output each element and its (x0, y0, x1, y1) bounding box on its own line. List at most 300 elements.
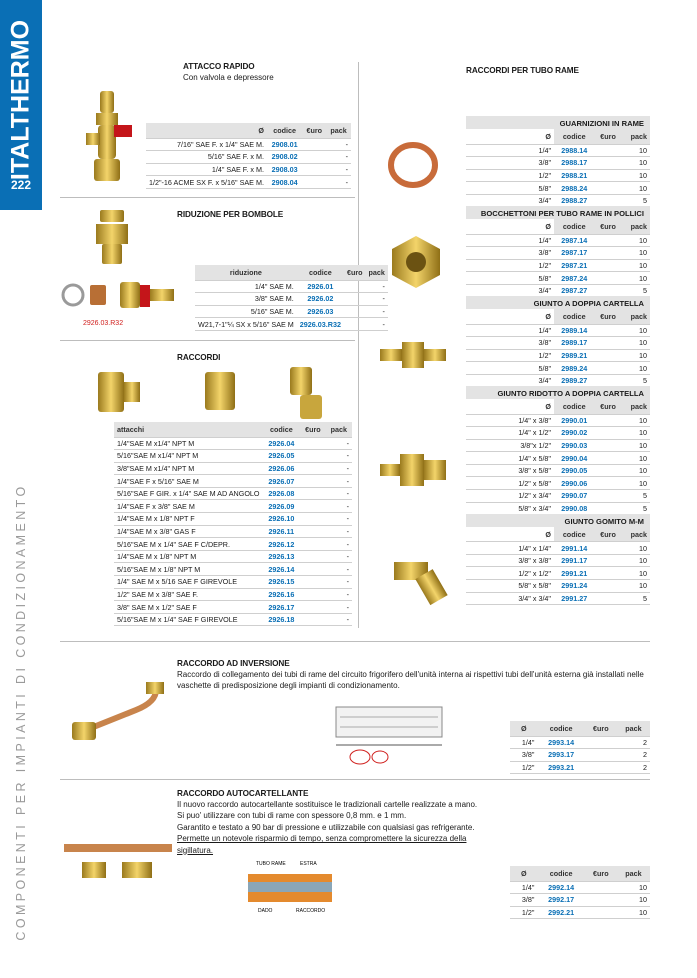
wall-unit-diagram (334, 705, 444, 769)
row-diameter: 1/2" (466, 349, 554, 362)
row-price (594, 182, 621, 195)
row-description: W21,7-1"¼ SX x 5/16" SAE M (195, 318, 297, 331)
row-pack: - (326, 500, 352, 513)
column-header: codice (554, 129, 594, 144)
row-code: 2926.08 (263, 487, 301, 500)
row-price (594, 477, 621, 490)
row-pack: - (326, 538, 352, 551)
table-row (510, 761, 650, 774)
row-description: 3/8" (510, 894, 537, 907)
row-diameter: 1/2" x 1/2" (466, 567, 554, 580)
row-code: 2987.24 (554, 272, 594, 285)
table-row (114, 487, 352, 500)
row-description: 1/4"SAE M x1/4" NPT M (114, 437, 263, 450)
row-pack: 10 (622, 439, 650, 452)
row-price (594, 452, 621, 465)
table-row (466, 477, 650, 490)
group-title: GIUNTO A DOPPIA CARTELLA (466, 296, 650, 311)
row-code: 2990.04 (554, 452, 594, 465)
fittings-image (90, 362, 340, 422)
row-pack: 10 (622, 362, 650, 375)
row-code: 2993.14 (537, 736, 584, 749)
row-description: 5/16"SAE M x 1/8" NPT M (114, 563, 263, 576)
row-description: 5/16" SAE M. (195, 305, 297, 318)
table-row (466, 427, 650, 440)
row-code: 2926.12 (263, 538, 301, 551)
row-price (585, 749, 617, 762)
row-pack: 10 (617, 881, 650, 894)
row-price (585, 906, 617, 919)
row-code: 2926.04 (263, 437, 301, 450)
row-price (594, 234, 621, 247)
row-diameter: 3/4" (466, 194, 554, 207)
table-row (466, 234, 650, 247)
row-code: 2926.03 (297, 305, 344, 318)
table-row (146, 138, 351, 151)
row-pack: - (326, 138, 351, 151)
attacco-table: Ø codice €uro pack 7/16" SAE F. x 1/4" SAE M. 2908.01 - 5/16" SAE F. x M. 2908.02 - 1/4" SAE F. x M. 2908.03 - 1/2"-16 ACME SX F. x 5/16" SAE M. 2908.04 - (146, 123, 351, 189)
table-row (466, 259, 650, 272)
row-description: 3/8" SAE M x 1/2" SAE F (114, 601, 263, 614)
row-diameter: 1/2" (466, 259, 554, 272)
row-diameter: 1/4" (466, 144, 554, 157)
row-price (594, 337, 621, 350)
row-price (300, 487, 325, 500)
row-price (585, 881, 617, 894)
table-row (466, 272, 650, 285)
row-price (344, 305, 366, 318)
table-row (466, 580, 650, 593)
row-code: 2992.14 (537, 881, 584, 894)
table-row (466, 337, 650, 350)
page-number: 222 (10, 178, 32, 192)
table-row (466, 439, 650, 452)
row-pack: 10 (622, 234, 650, 247)
column-header: codice (554, 527, 594, 542)
section-divider (60, 641, 650, 642)
row-pack: 10 (622, 452, 650, 465)
column-header: pack (622, 527, 650, 542)
row-code: 2992.21 (537, 906, 584, 919)
row-description: 5/16"SAE M x 1/4" SAE F C/DEPR. (114, 538, 263, 551)
row-pack: 10 (622, 324, 650, 337)
row-code: 2990.07 (554, 490, 594, 503)
row-code: 2926.10 (263, 513, 301, 526)
row-code: 2988.17 (554, 157, 594, 170)
row-code: 2926.16 (263, 588, 301, 601)
section-title-attacco: ATTACCO RAPIDO (183, 62, 255, 71)
row-code: 2990.05 (554, 464, 594, 477)
row-code: 2989.21 (554, 349, 594, 362)
row-code: 2993.21 (537, 761, 584, 774)
group-title: GUARNIZIONI IN RAME (466, 116, 650, 131)
row-price (594, 362, 621, 375)
row-price (300, 563, 325, 576)
row-pack: - (366, 293, 388, 306)
section-title-raccordi: RACCORDI (177, 353, 221, 362)
row-description: 1/4"SAE M x 1/8" NPT M (114, 550, 263, 563)
row-pack: - (326, 450, 352, 463)
table-row (466, 247, 650, 260)
row-price (594, 169, 621, 182)
column-header: Ø (466, 309, 554, 324)
row-pack: 5 (622, 502, 650, 515)
table-row (466, 592, 650, 605)
table-row (146, 176, 351, 189)
row-code: 2989.27 (554, 374, 594, 387)
row-price (594, 324, 621, 337)
row-price (594, 542, 621, 555)
table-row (114, 513, 352, 526)
table-row (466, 464, 650, 477)
table-row (114, 437, 352, 450)
row-description: 3/8"SAE M x1/4" NPT M (114, 462, 263, 475)
table-row (510, 736, 650, 749)
section-title-riduzione: RIDUZIONE PER BOMBOLE (177, 210, 284, 219)
row-code: 2987.17 (554, 247, 594, 260)
row-code: 2991.14 (554, 542, 594, 555)
row-pack: - (326, 176, 351, 189)
row-pack: 2 (617, 736, 650, 749)
row-diameter: 3/4" (466, 284, 554, 297)
row-description: 5/16" SAE F. x M. (146, 151, 267, 164)
column-header: €uro (594, 129, 621, 144)
row-diameter: 3/8"x 1/2" (466, 439, 554, 452)
table-row (466, 542, 650, 555)
row-code: 2926.17 (263, 601, 301, 614)
row-pack: 10 (622, 427, 650, 440)
row-price (302, 151, 326, 164)
column-header: pack (622, 399, 650, 414)
row-diameter: 1/4" x 5/8" (466, 452, 554, 465)
row-description: 1/4" (510, 881, 537, 894)
row-pack: - (326, 525, 352, 538)
section-divider (60, 779, 650, 780)
table-row (466, 169, 650, 182)
row-pack: 10 (622, 567, 650, 580)
row-diameter: 1/4" x 1/2" (466, 427, 554, 440)
section-title-rame: RACCORDI PER TUBO RAME (466, 66, 579, 75)
table-row (114, 462, 352, 475)
row-code: 2908.01 (267, 138, 302, 151)
row-description: 1/4" SAE M x 5/16 SAE F GIREVOLE (114, 576, 263, 589)
row-pack: 10 (622, 554, 650, 567)
table-row (114, 500, 352, 513)
row-code: 2926.11 (263, 525, 301, 538)
row-code: 2908.04 (267, 176, 302, 189)
row-diameter: 3/8" x 5/8" (466, 464, 554, 477)
row-diameter: 5/8" x 3/4" (466, 502, 554, 515)
raccordi-table: attacchi codice €uro pack 1/4"SAE M x1/4" NPT M 2926.04 - 5/16"SAE M x1/4" NPT M 2926.05 - 3/8"SAE M x1/4" NPT M 2926.06 - 1/4"SAE F x 5/16" SAE M 2926.07 - 5/16"SAE F GIR. x 1/4" SAE M AD ANGOLO 2926.08 - 1/4"SAE F x 3/8" SAE M 2926.09 - 1/4"SAE M x 1/8" NPT F 2926.10 - 1/4"SAE M x 3/8" GAS F 2926.11 - 5/16"SAE M x 1/4" SAE F C/DEPR. 2926.12 - 1/4"SAE M x 1/8" NPT M 2926.13 - 5/16"SAE M x 1/8" NPT M 2926.14 - 1/4" SAE M x 5/16 SAE F GIREVOLE 2926.15 - 1/2" SAE M x 3/8" SAE F. 2926.16 - 3/8" SAE M x 1/2" SAE F 2926.17 - 5/16"SAE M x 1/4" SAE F GIREVOLE 2926.18 - (114, 422, 352, 626)
table-row (114, 576, 352, 589)
brand-logo: ITALTHERMO (6, 19, 35, 181)
table-row (466, 324, 650, 337)
group-table (466, 219, 650, 297)
row-description: 1/4" SAE F. x M. (146, 163, 267, 176)
table-row (114, 550, 352, 563)
row-price (594, 427, 621, 440)
row-code: 2989.14 (554, 324, 594, 337)
row-diameter: 1/2" x 5/8" (466, 477, 554, 490)
table-row (114, 588, 352, 601)
autocartellante-table: Ø codice €uro pack 1/4" 2992.14 10 3/8" 2992.17 10 1/2" 2992.21 10 (510, 866, 650, 919)
riduzione-table: riduzione codice €uro pack 1/4" SAE M. 2926.01 - 3/8" SAE M. 2926.02 - 5/16" SAE M. 2926.03 - W21,7-1"¼ SX x 5/16" SAE M 2926.03.R32 - (195, 265, 388, 331)
row-code: 2926.18 (263, 613, 301, 626)
row-description: 1/4" (510, 736, 537, 749)
row-pack: 2 (617, 749, 650, 762)
column-header: €uro (594, 527, 621, 542)
column-header: €uro (594, 219, 621, 234)
column-header: Ø (466, 129, 554, 144)
row-diameter: 3/8" x 3/8" (466, 554, 554, 567)
row-code: 2989.24 (554, 362, 594, 375)
column-header: €uro (594, 399, 621, 414)
row-diameter: 3/8" (466, 247, 554, 260)
table-row (466, 182, 650, 195)
row-code: 2926.06 (263, 462, 301, 475)
reducing-union-image (378, 450, 448, 490)
row-diameter: 1/4" x 3/8" (466, 414, 554, 427)
inversione-text: Raccordo di collegamento dei tubi di rame del circuito frigorifero dell'unità interna ai rispettivi tubi dell'unità esterna già installati nelle vaschette di predisposizione degli impianti di condizionamento. (177, 670, 644, 691)
row-pack: - (326, 475, 352, 488)
row-code: 2992.17 (537, 894, 584, 907)
self-flaring-fitting-image (62, 822, 174, 882)
row-price (302, 163, 326, 176)
table-row (114, 538, 352, 551)
row-diameter: 1/4" (466, 324, 554, 337)
row-pack: - (326, 550, 352, 563)
row-description: 3/8" SAE M. (195, 293, 297, 306)
row-pack: - (326, 576, 352, 589)
row-pack: - (326, 487, 352, 500)
row-pack: - (326, 462, 352, 475)
self-flaring-section-diagram (244, 856, 336, 916)
row-pack: 10 (622, 259, 650, 272)
cylinder-reducer-image (92, 208, 132, 268)
row-price (300, 601, 325, 614)
row-code: 2990.01 (554, 414, 594, 427)
column-header: Ø (466, 399, 554, 414)
row-price (300, 576, 325, 589)
row-pack: - (326, 151, 351, 164)
autocartellante-text: Il nuovo raccordo autocartellante sostituisce le tradizionali cartelle realizzate a mano. Si puo' utilizzare con tubi di rame con spessore 0,8 mm. e 1 mm. Garantito e testato a 90 bar di pressione e utilizzabile con qualsiasi gas refrigerante. Permette un notevole risparmio di tempo, senza compromettere la sicurezza della sigillatura. (177, 800, 478, 855)
row-price (594, 259, 621, 272)
row-pack: 10 (617, 906, 650, 919)
row-code: 2989.17 (554, 337, 594, 350)
row-price (585, 894, 617, 907)
row-description: 1/2"-16 ACME SX F. x 5/16" SAE M. (146, 176, 267, 189)
row-pack: 5 (622, 374, 650, 387)
table-row (466, 567, 650, 580)
table-row (466, 452, 650, 465)
row-code: 2991.24 (554, 580, 594, 593)
row-description: 1/4"SAE M x 1/8" NPT F (114, 513, 263, 526)
reducer-kit-image (60, 277, 185, 315)
row-diameter: 3/4" x 3/4" (466, 592, 554, 605)
table-row (510, 894, 650, 907)
row-code: 2926.01 (297, 280, 344, 293)
row-price (300, 437, 325, 450)
row-code: 2991.21 (554, 567, 594, 580)
row-code: 2988.14 (554, 144, 594, 157)
row-price (585, 736, 617, 749)
row-price (300, 538, 325, 551)
row-pack: - (326, 163, 351, 176)
row-pack: 10 (622, 464, 650, 477)
row-price (300, 513, 325, 526)
row-pack: 10 (622, 272, 650, 285)
table-row (466, 362, 650, 375)
group-table (466, 129, 650, 207)
row-price (594, 580, 621, 593)
row-code: 2988.21 (554, 169, 594, 182)
table-row (195, 280, 388, 293)
double-flare-union-image (378, 340, 448, 370)
row-pack: - (326, 601, 352, 614)
row-diameter: 1/2" (466, 169, 554, 182)
group-table (466, 527, 650, 605)
row-code: 2926.13 (263, 550, 301, 563)
table-row (466, 349, 650, 362)
flare-nut-image (388, 234, 444, 290)
row-price (344, 318, 366, 331)
row-pack: 10 (622, 337, 650, 350)
row-pack: - (326, 563, 352, 576)
row-description: 1/4"SAE F x 5/16" SAE M (114, 475, 263, 488)
row-price (302, 176, 326, 189)
table-row (195, 318, 388, 331)
table-row (466, 157, 650, 170)
row-price (585, 761, 617, 774)
table-row (146, 163, 351, 176)
row-code: 2990.03 (554, 439, 594, 452)
diagram-label-tubo: TUBO RAME (256, 861, 286, 867)
column-header: codice (554, 309, 594, 324)
group-table (466, 399, 650, 515)
table-row (146, 151, 351, 164)
row-price (300, 588, 325, 601)
row-description: 3/8" (510, 749, 537, 762)
row-code: 2908.02 (267, 151, 302, 164)
table-row (114, 475, 352, 488)
table-row (114, 450, 352, 463)
row-description: 1/4" SAE M. (195, 280, 297, 293)
row-price (594, 247, 621, 260)
row-price (344, 293, 366, 306)
row-pack: 5 (622, 490, 650, 503)
row-price (300, 525, 325, 538)
row-code: 2987.14 (554, 234, 594, 247)
row-code: 2926.07 (263, 475, 301, 488)
row-code: 2926.03.R32 (297, 318, 344, 331)
row-pack: 10 (622, 144, 650, 157)
row-description: 5/16"SAE F GIR. x 1/4" SAE M AD ANGOLO (114, 487, 263, 500)
section-title-inversione: RACCORDO AD INVERSIONE (177, 659, 290, 668)
elbow-union-image (392, 558, 458, 606)
side-title: COMPONENTI PER IMPIANTI DI CONDIZIONAMENTO (14, 483, 28, 941)
row-pack: 2 (617, 761, 650, 774)
table-row (114, 613, 352, 626)
inversione-table: Ø codice €uro pack 1/4" 2993.14 2 3/8" 2993.17 2 1/2" 2993.21 2 (510, 721, 650, 774)
group-title: GIUNTO GOMITO M-M (466, 514, 650, 529)
row-code: 2993.17 (537, 749, 584, 762)
table-row (466, 414, 650, 427)
row-pack: 10 (622, 169, 650, 182)
row-code: 2988.27 (554, 194, 594, 207)
row-code: 2926.05 (263, 450, 301, 463)
diagram-label-raccordo: RACCORDO (296, 908, 326, 914)
row-price (594, 592, 621, 605)
row-code: 2926.14 (263, 563, 301, 576)
row-price (300, 462, 325, 475)
table-row (466, 144, 650, 157)
row-price (300, 475, 325, 488)
group-table (466, 309, 650, 387)
row-pack: 10 (622, 542, 650, 555)
row-diameter: 5/8" (466, 272, 554, 285)
table-row (195, 293, 388, 306)
row-description: 1/2" (510, 906, 537, 919)
row-diameter: 3/4" (466, 374, 554, 387)
row-code: 2908.03 (267, 163, 302, 176)
column-header: pack (622, 309, 650, 324)
row-description: 1/4"SAE M x 3/8" GAS F (114, 525, 263, 538)
row-description: 5/16"SAE M x 1/4" SAE F GIREVOLE (114, 613, 263, 626)
column-header: Ø (466, 219, 554, 234)
column-header: pack (622, 129, 650, 144)
column-header: pack (622, 219, 650, 234)
row-pack: - (326, 437, 352, 450)
row-price (594, 554, 621, 567)
row-pack: 10 (622, 247, 650, 260)
row-price (594, 490, 621, 503)
section-divider (60, 197, 355, 198)
row-pack: 10 (622, 349, 650, 362)
row-price (300, 500, 325, 513)
row-diameter: 1/4" x 1/4" (466, 542, 554, 555)
row-price (594, 439, 621, 452)
row-code: 2926.09 (263, 500, 301, 513)
group-title: BOCCHETTONI PER TUBO RAME IN POLLICI (466, 206, 650, 221)
row-pack: 10 (622, 477, 650, 490)
row-description: 1/4"SAE F x 3/8" SAE M (114, 500, 263, 513)
row-price (594, 464, 621, 477)
group-title: GIUNTO RIDOTTO A DOPPIA CARTELLA (466, 386, 650, 401)
row-diameter: 5/8" x 5/8" (466, 580, 554, 593)
row-pack: 10 (622, 414, 650, 427)
column-header: codice (554, 399, 594, 414)
row-pack: 5 (622, 284, 650, 297)
table-row (510, 749, 650, 762)
table-row (510, 881, 650, 894)
table-row (195, 305, 388, 318)
row-price (344, 280, 366, 293)
table-row (114, 525, 352, 538)
section-title-autocartellante: RACCORDO AUTOCARTELLANTE (177, 789, 309, 798)
row-pack: 10 (622, 157, 650, 170)
red-code-label: 2926.03.R32 (83, 320, 124, 327)
row-price (300, 450, 325, 463)
row-price (594, 272, 621, 285)
row-code: 2990.06 (554, 477, 594, 490)
table-row (114, 563, 352, 576)
section-subtitle-attacco: Con valvola e depressore (183, 73, 274, 82)
row-pack: 10 (622, 182, 650, 195)
column-divider (358, 62, 359, 628)
table-row (466, 490, 650, 503)
row-diameter: 1/4" (466, 234, 554, 247)
row-code: 2926.15 (263, 576, 301, 589)
